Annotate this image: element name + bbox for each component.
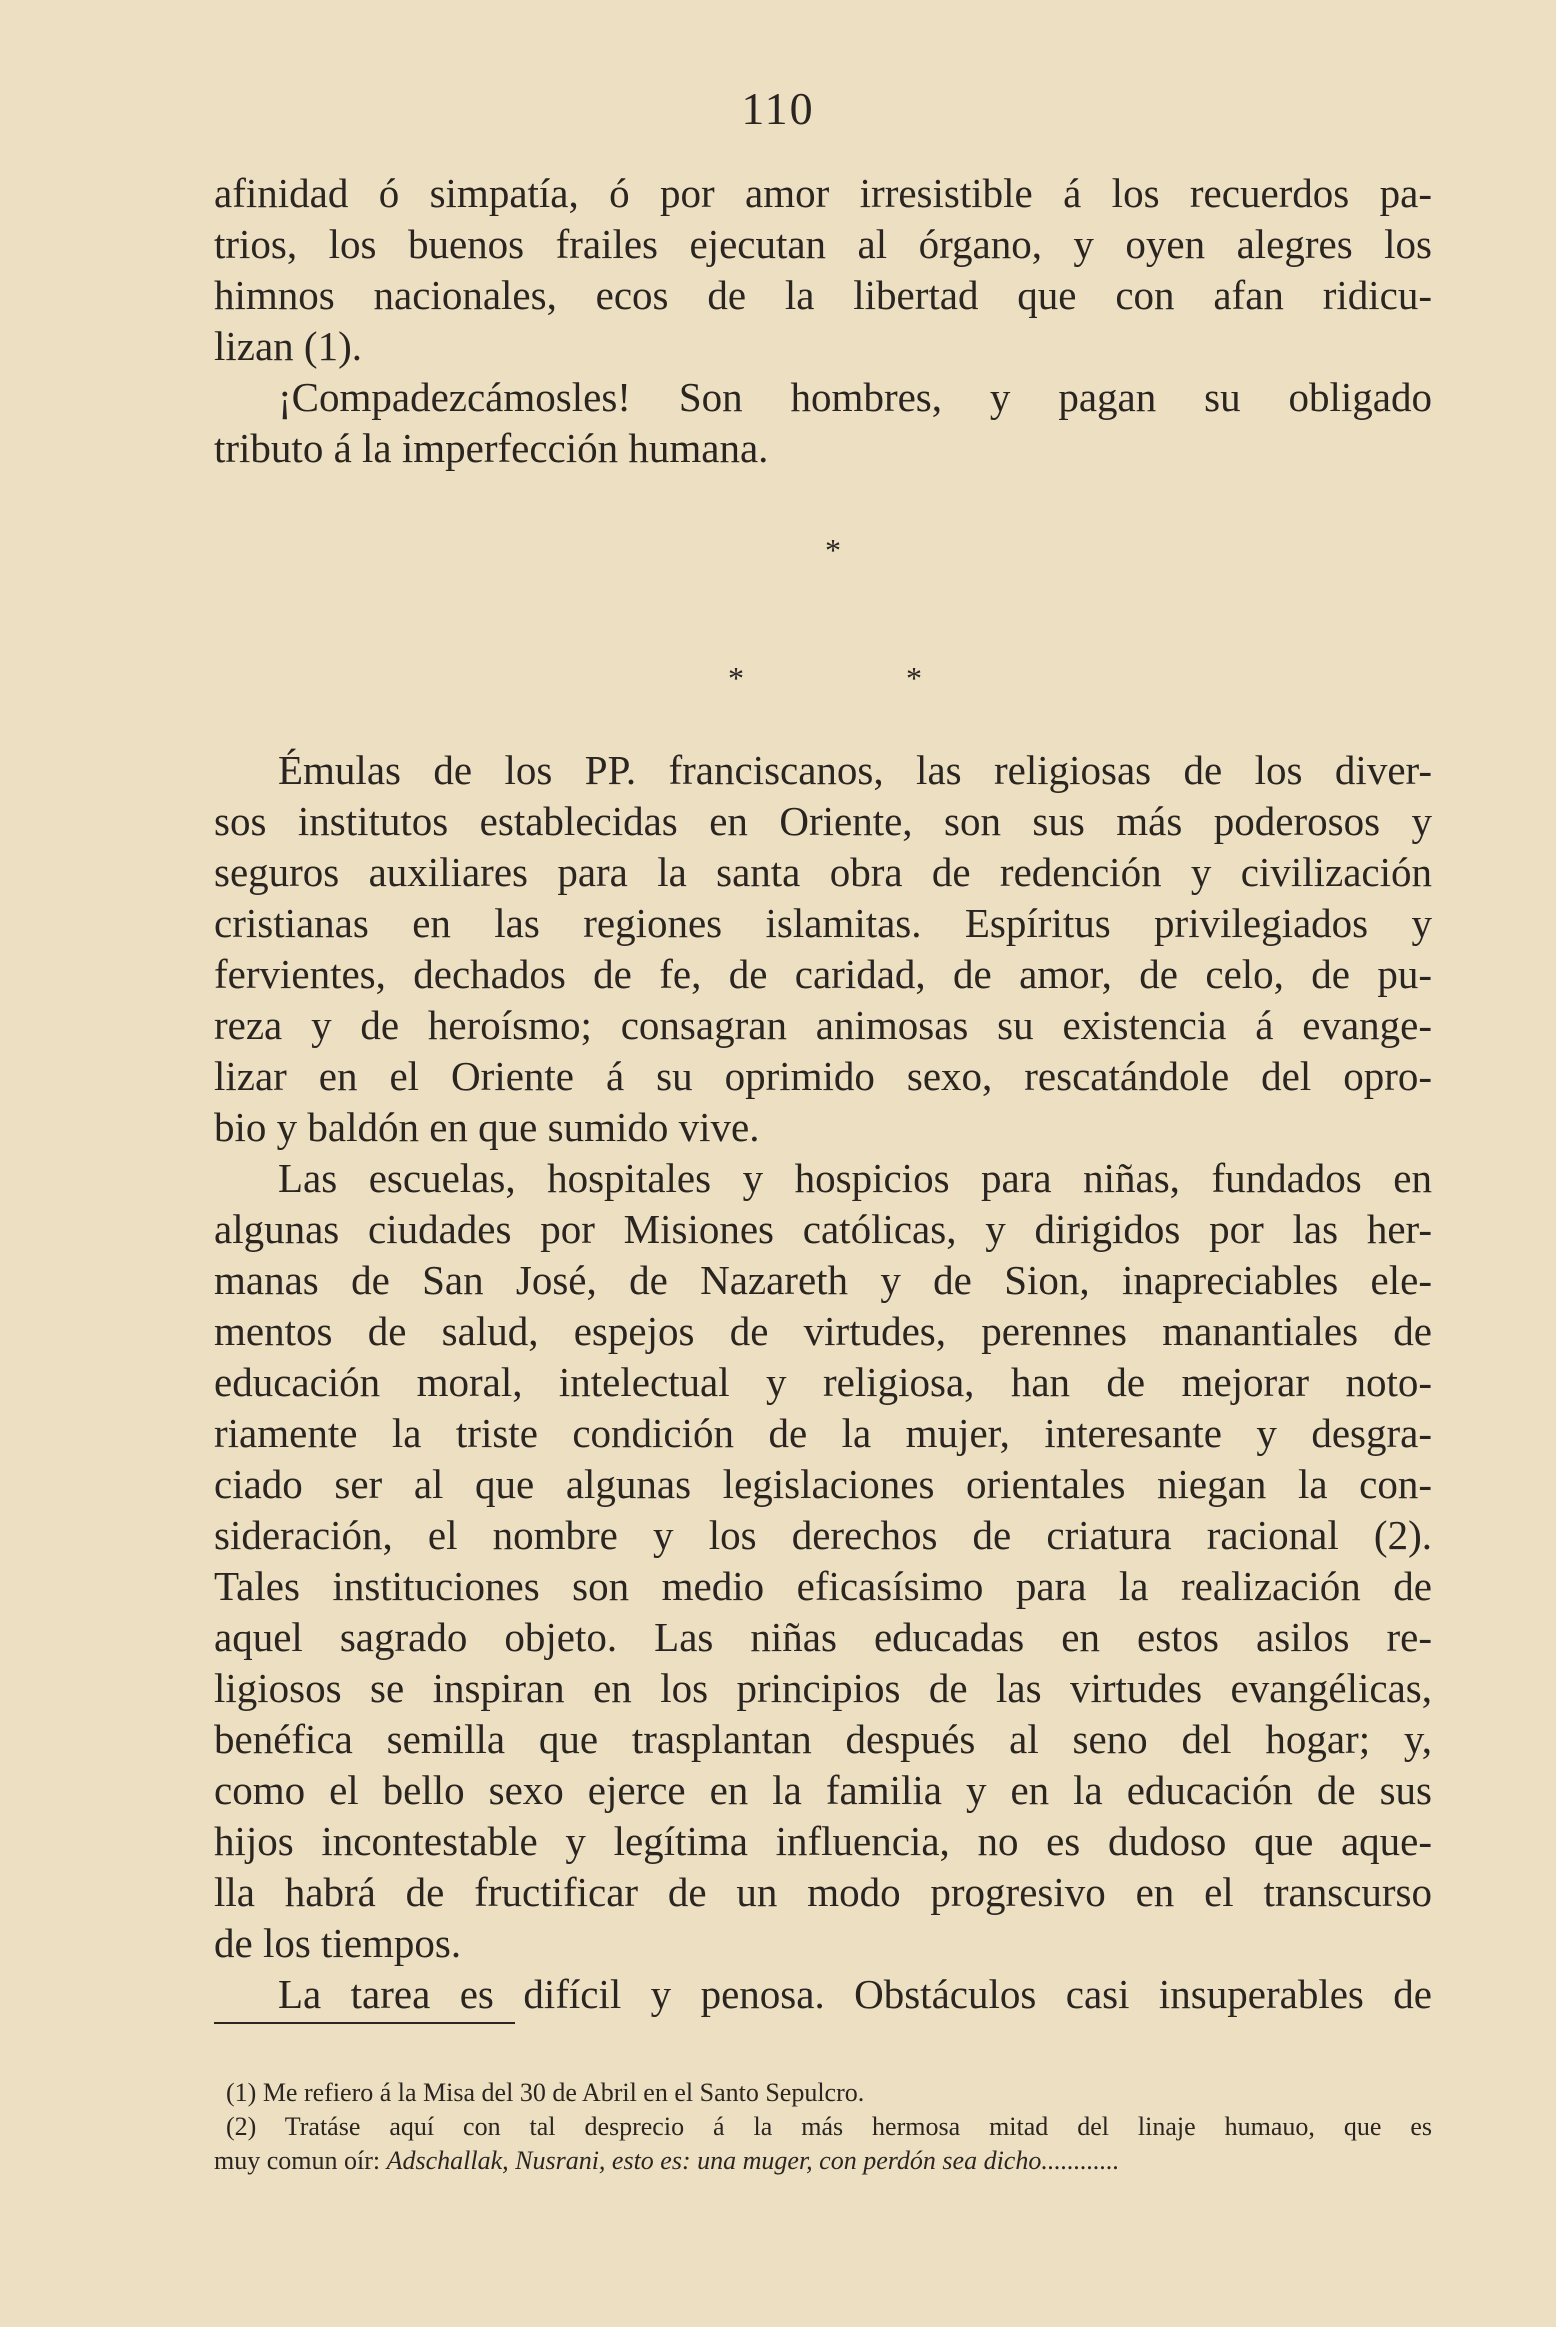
text-line: sideración, el nombre y los derechos de criatura racional (2). xyxy=(214,1512,1432,1558)
text-line: riamente la triste condición de la mujer, interesante y desgra- xyxy=(214,1410,1432,1456)
text-line: como el bello sexo ejerce en la familia y en la educación de sus xyxy=(214,1767,1432,1813)
footnote-2-lead: muy comun oír: xyxy=(214,2146,387,2175)
text-line: ciado ser al que algunas legislaciones orientales niegan la con- xyxy=(214,1461,1432,1507)
footnote-2-quote: Adschallak, Nusrani, esto es: una muger, con perdón sea dicho............ xyxy=(386,2146,1120,2175)
text-line: lizan (1). xyxy=(214,323,362,369)
text-line: fervientes, dechados de fe, de caridad, de amor, de celo, de pu- xyxy=(214,951,1432,997)
text-line: Tales instituciones son medio eficasísimo para la realización de xyxy=(214,1563,1432,1609)
text-line: reza y de heroísmo; consagran animosas su existencia á evange- xyxy=(214,1002,1432,1048)
text-line: cristianas en las regiones islamitas. Espíritus privilegiados y xyxy=(214,900,1432,946)
text-line: La tarea es difícil y penosa. Obstáculos casi insuperables de xyxy=(278,1971,1432,2017)
text-line: lla habrá de fructificar de un modo progresivo en el transcurso xyxy=(214,1869,1432,1915)
text-line: ¡Compadezcámosles! Son hombres, y pagan su obligado xyxy=(278,374,1432,420)
text-line: hijos incontestable y legítima influencia, no es dudoso que aque- xyxy=(214,1818,1432,1864)
text-line: algunas ciudades por Misiones católicas, y dirigidos por las her- xyxy=(214,1206,1432,1252)
footnote-2-line: (2) Tratáse aquí con tal desprecio á la más hermosa mitad del linaje humauo, que es xyxy=(226,2112,1432,2141)
asterism-star: * xyxy=(906,660,922,696)
text-line: bio y baldón en que sumido vive. xyxy=(214,1104,760,1150)
text-line: aquel sagrado objeto. Las niñas educadas en estos asilos re- xyxy=(214,1614,1432,1660)
footnote-2-line xyxy=(214,2144,1432,2178)
text-line: educación moral, intelectual y religiosa, han de mejorar noto- xyxy=(214,1359,1432,1405)
footnote-divider xyxy=(214,2022,515,2024)
text-block-2 xyxy=(214,745,1432,2020)
asterism-star: * xyxy=(825,532,841,568)
text-line: trios, los buenos frailes ejecutan al órgano, y oyen alegres los xyxy=(214,221,1432,267)
text-block-1 xyxy=(214,168,1432,474)
text-line: afinidad ó simpatía, ó por amor irresistible á los recuerdos pa- xyxy=(214,170,1432,216)
page-number: 110 xyxy=(741,83,815,134)
text-line: tributo á la imperfección humana. xyxy=(214,425,769,471)
text-line: mentos de salud, espejos de virtudes, perennes manantiales de xyxy=(214,1308,1432,1354)
text-line: de los tiempos. xyxy=(214,1920,462,1966)
text-line: Las escuelas, hospitales y hospicios para niñas, fundados en xyxy=(278,1155,1432,1201)
text-line: ligiosos se inspiran en los principios de las virtudes evangélicas, xyxy=(214,1665,1432,1711)
footnotes xyxy=(214,2076,1432,2178)
footnote-1: (1) Me refiero á la Misa del 30 de Abril en el Santo Sepulcro. xyxy=(226,2078,865,2107)
text-line: lizar en el Oriente á su oprimido sexo, rescatándole del opro- xyxy=(214,1053,1432,1099)
asterism-star: * xyxy=(728,660,744,696)
text-line: sos institutos establecidas en Oriente, son sus más poderosos y xyxy=(214,798,1432,844)
text-line: Émulas de los PP. franciscanos, las religiosas de los diver- xyxy=(278,747,1432,793)
text-line: himnos nacionales, ecos de la libertad que con afan ridicu- xyxy=(214,272,1432,318)
text-line: manas de San José, de Nazareth y de Sion, inapreciables ele- xyxy=(214,1257,1432,1303)
text-line: benéfica semilla que trasplantan después al seno del hogar; y, xyxy=(214,1716,1432,1762)
text-line: seguros auxiliares para la santa obra de redención y civilización xyxy=(214,849,1432,895)
